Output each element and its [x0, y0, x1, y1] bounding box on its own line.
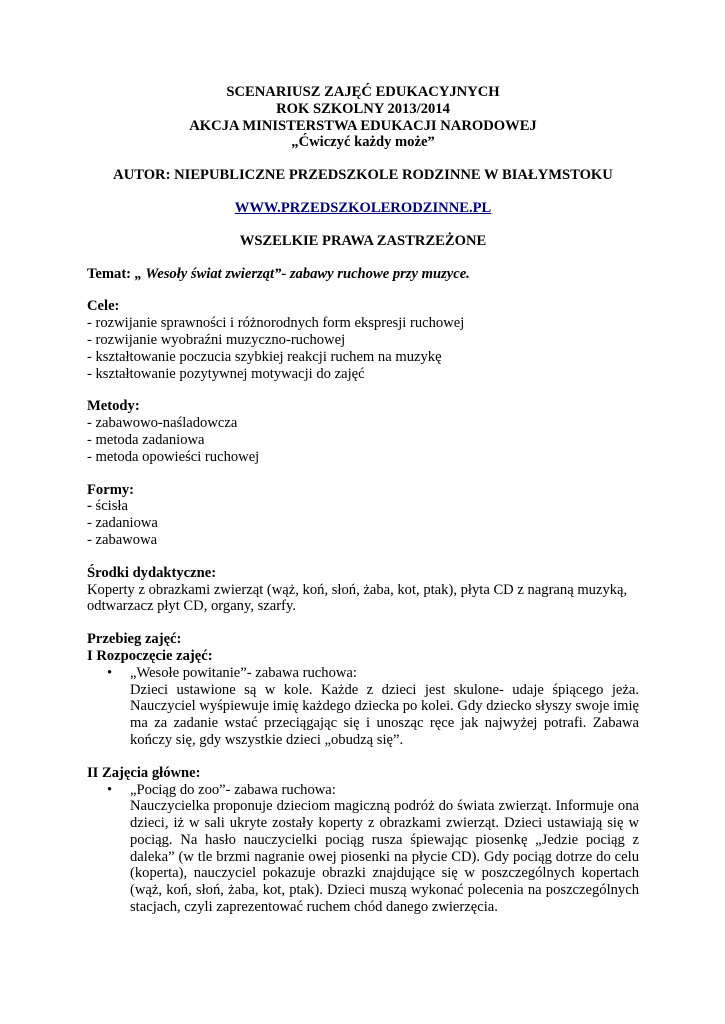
main-activities-section [87, 765, 639, 916]
materials-line-2: odtwarzacz płyt CD, organy, szarfy. [87, 598, 296, 615]
list-item: - zabawowo-naśladowcza [87, 415, 238, 432]
course-heading: Przebieg zajęć: [87, 631, 182, 648]
header-line-3: AKCJA MINISTERSTWA EDUKACJI NARODOWEJ [189, 117, 537, 134]
paragraph-line: kończy się, gdy wszystkie dzieci „obudzą się”. [130, 731, 404, 748]
paragraph-line: daleka” (w tle brzmi nagranie owej piosenki na płycie CD). Gdy pociąg dotrze do celu [130, 848, 639, 865]
list-item: - zadaniowa [87, 515, 158, 532]
part1-title: „Wesołe powitanie”- zabawa ruchowa: [130, 664, 357, 681]
list-item: - rozwijanie wyobraźni muzyczno-ruchowej [87, 331, 346, 348]
paragraph-line: dzieci, iż w sali ukryte zostały koperty z obrazkami zwierząt. Dzieci ustawiają się w [130, 815, 639, 832]
forms-heading: Formy: [87, 481, 135, 498]
methods-section [87, 398, 639, 465]
materials-section [87, 565, 639, 615]
part2-heading: II Zajęcia główne: [87, 764, 201, 781]
header-line-1: SCENARIUSZ ZAJĘĆ EDUKACYJNYCH [226, 84, 500, 100]
paragraph-line: Nauczycielka proponuje dzieciom magiczną podróż do świata zwierząt. Informuje ona [130, 798, 639, 815]
forms-first-dash: - [87, 498, 92, 515]
paragraph-line: (koperta), nauczyciel pokazuje obrazki znajdujące się w poszczególnych kopertach [130, 865, 639, 882]
forms-section [87, 482, 639, 549]
list-item: - rozwijanie sprawności i różnorodnych form ekspresji ruchowej [87, 315, 465, 332]
part1-bullet-item [87, 665, 639, 749]
list-item: - metoda zadaniowa [87, 431, 205, 448]
header-line-4: „Ćwiczyć każdy może” [291, 134, 435, 151]
part1-paragraph [130, 682, 639, 749]
topic [87, 266, 639, 283]
list-item: - kształtowanie poczucia szybkiej reakcji ruchem na muzykę [87, 348, 442, 365]
website-link[interactable]: WWW.PRZEDSZKOLERODZINNE.PL [234, 199, 492, 216]
topic-title: „ Wesoły świat zwierząt”- zabawy ruchowe przy muzyce. [134, 265, 470, 282]
rights-notice: WSZELKIE PRAWA ZASTRZEŻONE [239, 232, 487, 249]
paragraph-line: imię ma za zadanie wstać przeciągając się i unosząc ręce jak najwyżej potrafi. Zabawa [130, 698, 640, 732]
materials-line-1: Koperty z obrazkami zwierząt (wąż, koń, słoń, żaba, kot, ptak), płyta CD z nagraną muzyką, [87, 581, 628, 598]
paragraph-line: (wąż, koń, słoń, żaba, kot, ptak). Dzieci muszą wykonać polecenia na poszczególnych [130, 882, 639, 899]
list-item [87, 498, 639, 515]
document-header [87, 84, 639, 151]
forms-first-text: ścisła [91, 498, 128, 515]
topic-label: Temat: [87, 265, 132, 282]
methods-heading: Metody: [87, 398, 140, 415]
bullet-icon: • [107, 781, 113, 798]
paragraph-line: pociąg. Na hasło nauczycielki pociąg rusza śpiewając piosenkę „Jedzie pociąg z [130, 831, 639, 848]
list-item: - zabawowa [87, 531, 158, 548]
part2-title: „Pociąg do zoo”- zabawa ruchowa: [130, 781, 336, 798]
list-item: - kształtowanie pozytywnej motywacji do zajęć [87, 365, 365, 382]
paragraph-line: Dzieci ustawione są w kole. Każde z dzieci jest skulone- udaje śpiącego jeża. [130, 681, 639, 698]
goals-heading: Cele: [87, 298, 120, 315]
list-item: - metoda opowieści ruchowej [87, 448, 260, 465]
course-section [87, 631, 639, 749]
paragraph-line: stacjach, czyli zaprezentować ruchem chód danego zwierzęcia. [130, 899, 498, 916]
part2-bullet-item [87, 782, 639, 916]
goals-section [87, 298, 639, 382]
bullet-icon: • [107, 664, 113, 681]
paragraph-line: Nauczyciel wyśpiewuje imię każdego dziecka po kolei. Gdy dziecko słyszy swoje [130, 698, 614, 715]
header-line-2: ROK SZKOLNY 2013/2014 [276, 100, 450, 117]
part2-paragraph [130, 798, 639, 916]
document-page [87, 84, 639, 916]
part1-heading: I Rozpoczęcie zajęć: [87, 647, 213, 664]
website-wrap [87, 200, 639, 217]
materials-heading: Środki dydaktyczne: [87, 564, 217, 581]
author-line: AUTOR: NIEPUBLICZNE PRZEDSZKOLE RODZINNE W BIAŁYMSTOKU [113, 167, 613, 184]
